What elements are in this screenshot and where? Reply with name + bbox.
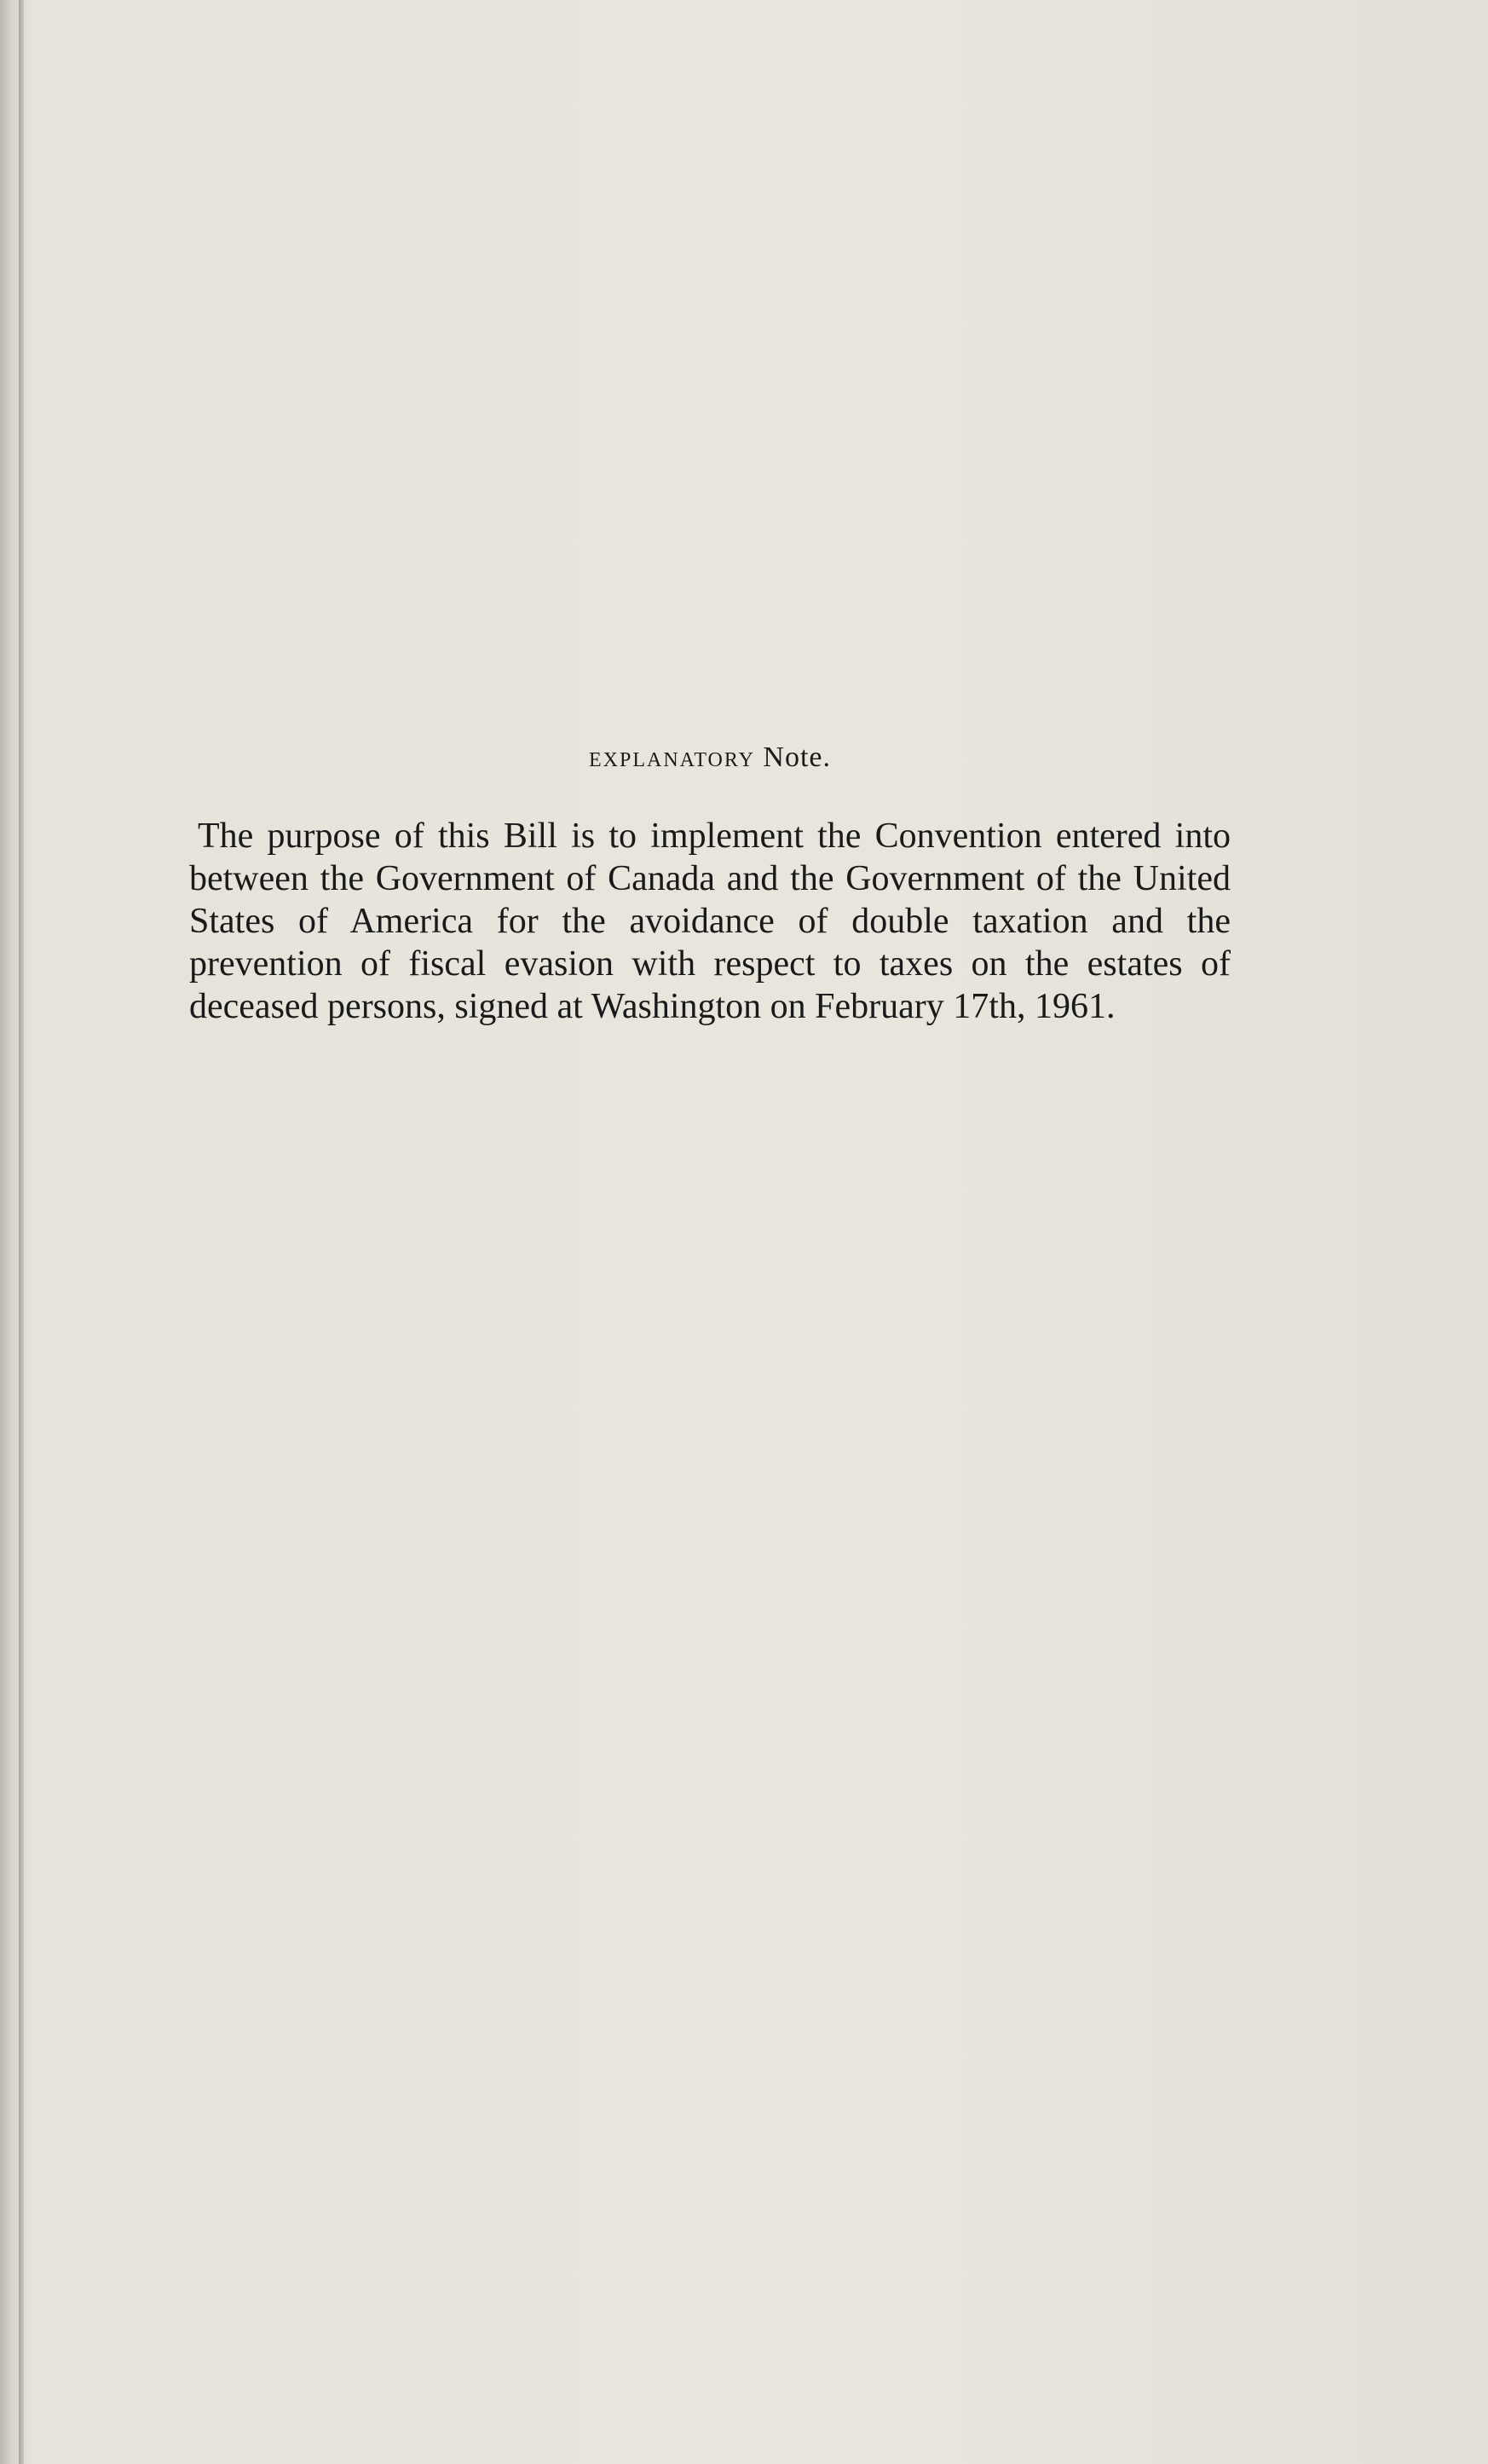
note-body-text: The purpose of this Bill is to implement the Convention entered into between the Government of Canada and the Government of the United States of America for the avoidance of double taxation and the prevention of fiscal evasion with respect to taxes on the estates of deceased persons, signed at Washington on February 17th, 1961. <box>189 817 1231 1026</box>
note-heading <box>189 742 1231 774</box>
note-heading-suffix: Note. <box>763 742 831 773</box>
note-heading-prefix: explanatory <box>588 742 755 773</box>
explanatory-note <box>189 742 1231 1028</box>
binding-edge <box>19 0 24 2464</box>
